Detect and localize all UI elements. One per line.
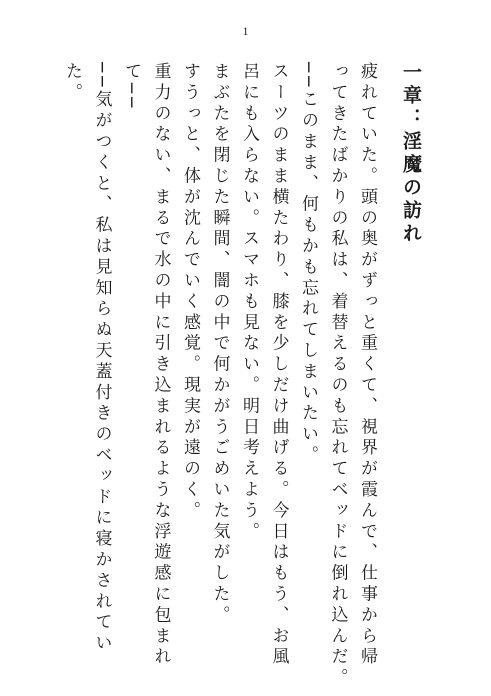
text-line: すうっと、体が沈んでいく感覚。現実が遠のく。 [180, 62, 200, 522]
text-line: まぶたを閉じた瞬間、闇の中で何かがうごめいた気がした。 [209, 62, 230, 627]
text-line: 疲れていた。頭の奥がずっと重くて、視界が霞んで、仕事から帰 [357, 62, 377, 669]
text-line: 重力のない、まるで水の中に引き込まれるような浮遊感に包まれ [150, 62, 171, 669]
chapter-title: 一章：淫魔の訪れ [400, 62, 422, 246]
text-line: て── [121, 62, 141, 112]
text-line: スーツのまま横たわり、膝を少しだけ曲げる。今日はもう、お風 [268, 62, 289, 669]
page-number: 1 [242, 24, 249, 38]
text-line: ──このまま、何もかも忘れてしまいたい。 [298, 62, 318, 467]
text-line: ってきたばかりの私は、着替えるのも忘れてベッドに倒れ込んだ。 [327, 62, 348, 689]
text-line: 呂にも入らない。スマホも見ない。明日考えよう。 [239, 62, 259, 543]
text-line: ──気がつくと、私は見知らぬ天蓋付きのベッドに寝かされてい [91, 62, 112, 655]
chapter-body [57, 62, 442, 689]
text-line: た。 [62, 62, 82, 104]
